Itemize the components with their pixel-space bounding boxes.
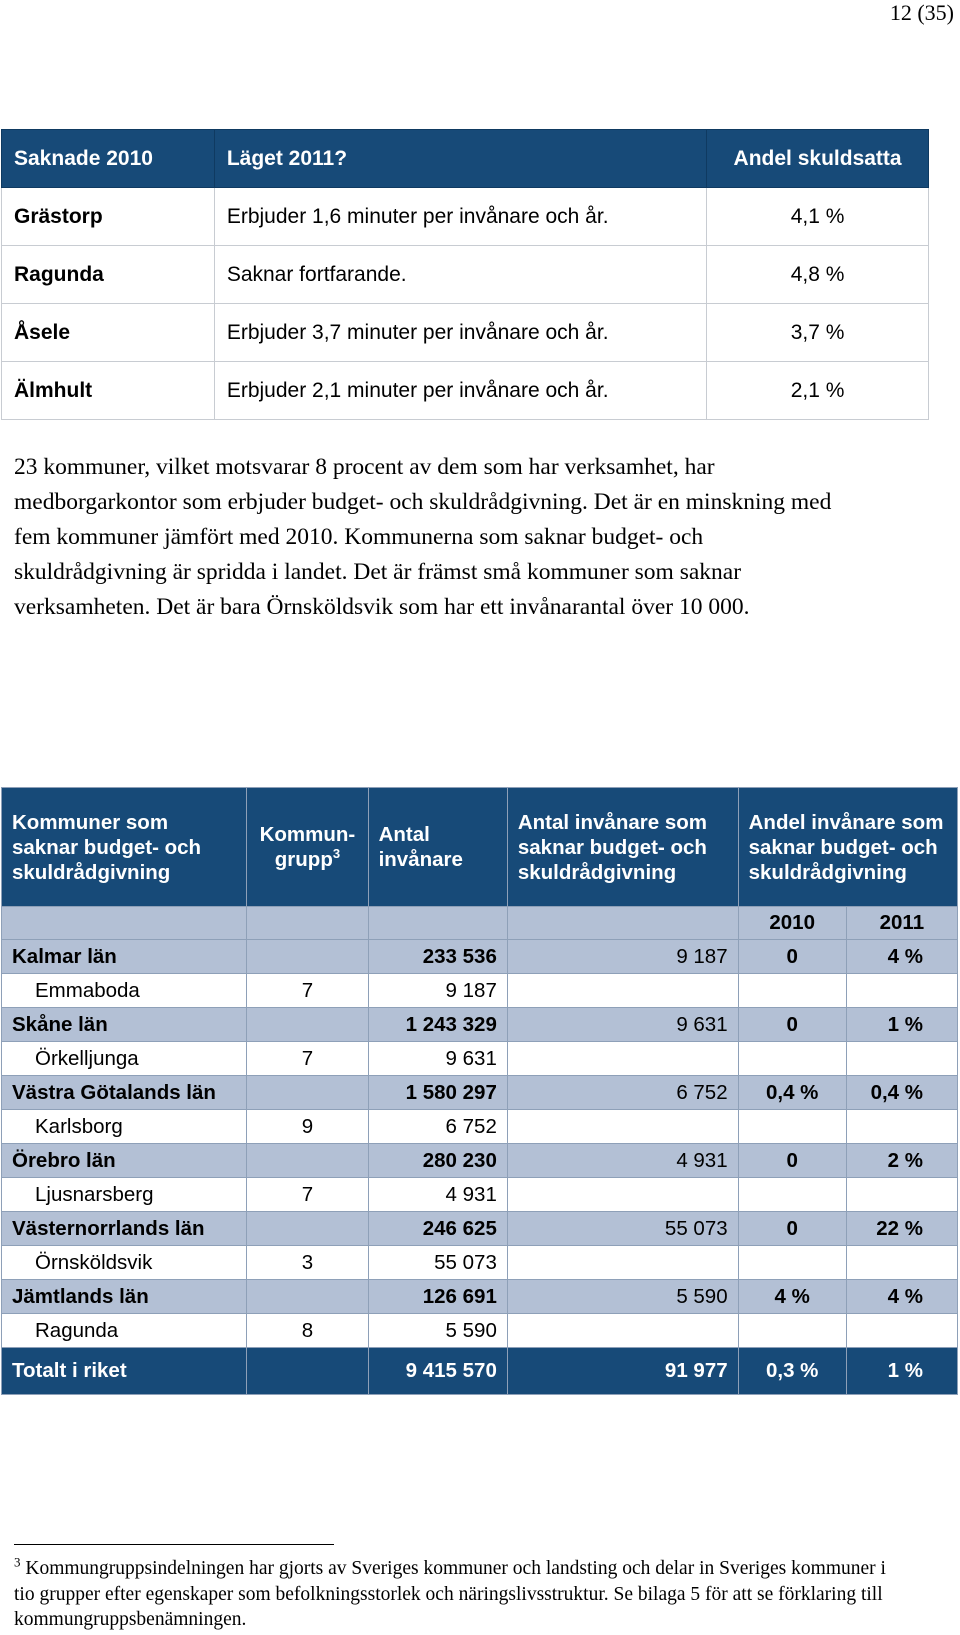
antal-saknar-cell bbox=[507, 1246, 738, 1280]
column-header-saknade-2010: Saknade 2010 bbox=[2, 130, 215, 188]
kommungrupp-cell bbox=[247, 1212, 368, 1246]
lan-row bbox=[2, 1008, 958, 1042]
andel-2010-cell bbox=[738, 1178, 846, 1212]
table-row bbox=[2, 246, 929, 304]
column-header-antal-invanare: Antal invånare bbox=[368, 788, 507, 907]
total-andel-2010: 0,3 % bbox=[738, 1348, 846, 1395]
status-cell: Erbjuder 3,7 minuter per invånare och år. bbox=[214, 304, 706, 362]
kommungrupp-cell: 7 bbox=[247, 1042, 368, 1076]
name-cell: Örnsköldsvik bbox=[2, 1246, 247, 1280]
antal-invanare-cell: 1 243 329 bbox=[368, 1008, 507, 1042]
andel-2010-cell: 0 bbox=[738, 1008, 846, 1042]
kommungrupp-cell bbox=[247, 940, 368, 974]
lan-row bbox=[2, 1076, 958, 1110]
empty-cell bbox=[507, 907, 738, 940]
name-cell: Kalmar län bbox=[2, 940, 247, 974]
andel-2011-cell: 0,4 % bbox=[846, 1076, 957, 1110]
column-header-kommungrupp bbox=[247, 788, 368, 907]
andel-2011-cell bbox=[846, 974, 957, 1008]
antal-invanare-cell: 9 187 bbox=[368, 974, 507, 1008]
antal-saknar-cell: 55 073 bbox=[507, 1212, 738, 1246]
name-cell: Skåne län bbox=[2, 1008, 247, 1042]
status-cell: Erbjuder 2,1 minuter per invånare och år. bbox=[214, 362, 706, 420]
kommungrupp-cell: 8 bbox=[247, 1314, 368, 1348]
kommungrupp-label: Kommun-grupp bbox=[259, 823, 356, 871]
andel-2011-cell bbox=[846, 1246, 957, 1280]
antal-invanare-cell: 1 580 297 bbox=[368, 1076, 507, 1110]
status-2011-table bbox=[1, 129, 929, 420]
kommuner-utan-radgivning-table bbox=[1, 787, 958, 1395]
andel-2010-cell bbox=[738, 1110, 846, 1144]
antal-saknar-cell: 5 590 bbox=[507, 1280, 738, 1314]
page-number: 12 (35) bbox=[889, 0, 954, 25]
body-paragraph: 23 kommuner, vilket motsvarar 8 procent av dem som har verksamhet, har medborgarkontor som erbjuder budget- och skuldrådgivning. Det är en minskning med fem kommuner jämfört med 2010. Kommunerna som saknar budget- och skuldrådgivning är spridda i landet. Det är främst små kommuner som saknar verksamheten. Det är bara Örnsköldsvik som har ett invånarantal över 10 000. bbox=[14, 454, 832, 620]
kommungrupp-cell: 7 bbox=[247, 974, 368, 1008]
antal-invanare-cell: 55 073 bbox=[368, 1246, 507, 1280]
kommungrupp-cell: 3 bbox=[247, 1246, 368, 1280]
table-row bbox=[2, 362, 929, 420]
antal-invanare-cell: 280 230 bbox=[368, 1144, 507, 1178]
column-header-antal-saknar: Antal invånare som saknar budget- och skuldrådgivning bbox=[507, 788, 738, 907]
andel-2010-cell bbox=[738, 974, 846, 1008]
andel-2011-cell: 4 % bbox=[846, 1280, 957, 1314]
kommun-row bbox=[2, 1110, 958, 1144]
footnote-mark: 3 bbox=[14, 1554, 21, 1570]
andel-2010-cell bbox=[738, 1246, 846, 1280]
lan-row bbox=[2, 1144, 958, 1178]
andel-2010-cell bbox=[738, 1314, 846, 1348]
andel-2010-cell: 0 bbox=[738, 1212, 846, 1246]
kommungrupp-cell bbox=[247, 1076, 368, 1110]
kommun-cell: Åsele bbox=[2, 304, 215, 362]
antal-saknar-cell: 9 187 bbox=[507, 940, 738, 974]
empty-cell bbox=[247, 907, 368, 940]
status-cell: Erbjuder 1,6 minuter per invånare och år. bbox=[214, 188, 706, 246]
name-cell: Jämtlands län bbox=[2, 1280, 247, 1314]
andel-cell: 4,1 % bbox=[707, 188, 929, 246]
footnote-separator bbox=[14, 1544, 334, 1545]
antal-invanare-cell: 9 631 bbox=[368, 1042, 507, 1076]
antal-invanare-cell: 6 752 bbox=[368, 1110, 507, 1144]
table-header-row bbox=[2, 788, 958, 907]
andel-2011-cell bbox=[846, 1110, 957, 1144]
lan-row bbox=[2, 940, 958, 974]
kommun-cell: Älmhult bbox=[2, 362, 215, 420]
name-cell: Västra Götalands län bbox=[2, 1076, 247, 1110]
name-cell: Emmaboda bbox=[2, 974, 247, 1008]
antal-invanare-cell: 126 691 bbox=[368, 1280, 507, 1314]
total-andel-2011: 1 % bbox=[846, 1348, 957, 1395]
antal-invanare-cell: 233 536 bbox=[368, 940, 507, 974]
name-cell: Ljusnarsberg bbox=[2, 1178, 247, 1212]
antal-saknar-cell: 9 631 bbox=[507, 1008, 738, 1042]
andel-2010-cell bbox=[738, 1042, 846, 1076]
column-header-andel-saknar: Andel invånare som saknar budget- och skuldrådgivning bbox=[738, 788, 957, 907]
name-cell: Örkelljunga bbox=[2, 1042, 247, 1076]
andel-2011-cell: 4 % bbox=[846, 940, 957, 974]
kommun-row bbox=[2, 1246, 958, 1280]
name-cell: Ragunda bbox=[2, 1314, 247, 1348]
table-row bbox=[2, 304, 929, 362]
antal-invanare-cell: 246 625 bbox=[368, 1212, 507, 1246]
andel-2011-cell: 1 % bbox=[846, 1008, 957, 1042]
andel-cell: 2,1 % bbox=[707, 362, 929, 420]
footnote bbox=[14, 1556, 894, 1633]
table-row bbox=[2, 188, 929, 246]
name-cell: Karlsborg bbox=[2, 1110, 247, 1144]
andel-2011-cell bbox=[846, 1178, 957, 1212]
antal-saknar-cell bbox=[507, 974, 738, 1008]
total-antal-saknar: 91 977 bbox=[507, 1348, 738, 1395]
year-2011-header: 2011 bbox=[846, 907, 957, 940]
status-cell: Saknar fortfarande. bbox=[214, 246, 706, 304]
kommun-cell: Ragunda bbox=[2, 246, 215, 304]
andel-2011-cell bbox=[846, 1042, 957, 1076]
empty-cell bbox=[2, 907, 247, 940]
kommungrupp-cell bbox=[247, 1280, 368, 1314]
antal-invanare-cell: 5 590 bbox=[368, 1314, 507, 1348]
antal-saknar-cell: 6 752 bbox=[507, 1076, 738, 1110]
antal-saknar-cell bbox=[507, 1314, 738, 1348]
antal-saknar-cell bbox=[507, 1110, 738, 1144]
andel-cell: 3,7 % bbox=[707, 304, 929, 362]
year-2010-header: 2010 bbox=[738, 907, 846, 940]
lan-row bbox=[2, 1212, 958, 1246]
table-header-row bbox=[2, 130, 929, 188]
kommun-row bbox=[2, 974, 958, 1008]
antal-saknar-cell: 4 931 bbox=[507, 1144, 738, 1178]
year-header-row bbox=[2, 907, 958, 940]
andel-2011-cell: 22 % bbox=[846, 1212, 957, 1246]
kommungrupp-cell bbox=[247, 1008, 368, 1042]
kommungrupp-cell bbox=[247, 1144, 368, 1178]
antal-saknar-cell bbox=[507, 1042, 738, 1076]
andel-2010-cell: 4 % bbox=[738, 1280, 846, 1314]
total-row bbox=[2, 1348, 958, 1395]
kommun-row bbox=[2, 1178, 958, 1212]
kommun-row bbox=[2, 1314, 958, 1348]
antal-invanare-cell: 4 931 bbox=[368, 1178, 507, 1212]
kommun-row bbox=[2, 1042, 958, 1076]
andel-2011-cell: 2 % bbox=[846, 1144, 957, 1178]
footnote-text: Kommungruppsindelningen har gjorts av Sveriges kommuner och landsting och delar in Sveriges kommuner i tio grupper efter egenskaper som befolkningsstorlek och näringslivsstruktur. Se bilaga 5 för att se förklaring till kommungruppsbenämningen. bbox=[14, 1558, 886, 1630]
column-header-laget-2011: Läget 2011? bbox=[214, 130, 706, 188]
andel-cell: 4,8 % bbox=[707, 246, 929, 304]
column-header-andel-skuldsatta: Andel skuldsatta bbox=[707, 130, 929, 188]
kommungrupp-cell: 7 bbox=[247, 1178, 368, 1212]
table-body bbox=[2, 907, 958, 1348]
andel-2010-cell: 0,4 % bbox=[738, 1076, 846, 1110]
footnote-ref: 3 bbox=[332, 846, 341, 862]
empty-cell bbox=[247, 1348, 368, 1395]
antal-saknar-cell bbox=[507, 1178, 738, 1212]
kommun-cell: Grästorp bbox=[2, 188, 215, 246]
total-antal-invanare: 9 415 570 bbox=[368, 1348, 507, 1395]
andel-2011-cell bbox=[846, 1314, 957, 1348]
lan-row bbox=[2, 1280, 958, 1314]
name-cell: Örebro län bbox=[2, 1144, 247, 1178]
column-header-kommuner: Kommuner som saknar budget- och skuldrådgivning bbox=[2, 788, 247, 907]
name-cell: Västernorrlands län bbox=[2, 1212, 247, 1246]
total-label: Totalt i riket bbox=[2, 1348, 247, 1395]
andel-2010-cell: 0 bbox=[738, 940, 846, 974]
kommungrupp-cell: 9 bbox=[247, 1110, 368, 1144]
andel-2010-cell: 0 bbox=[738, 1144, 846, 1178]
empty-cell bbox=[368, 907, 507, 940]
